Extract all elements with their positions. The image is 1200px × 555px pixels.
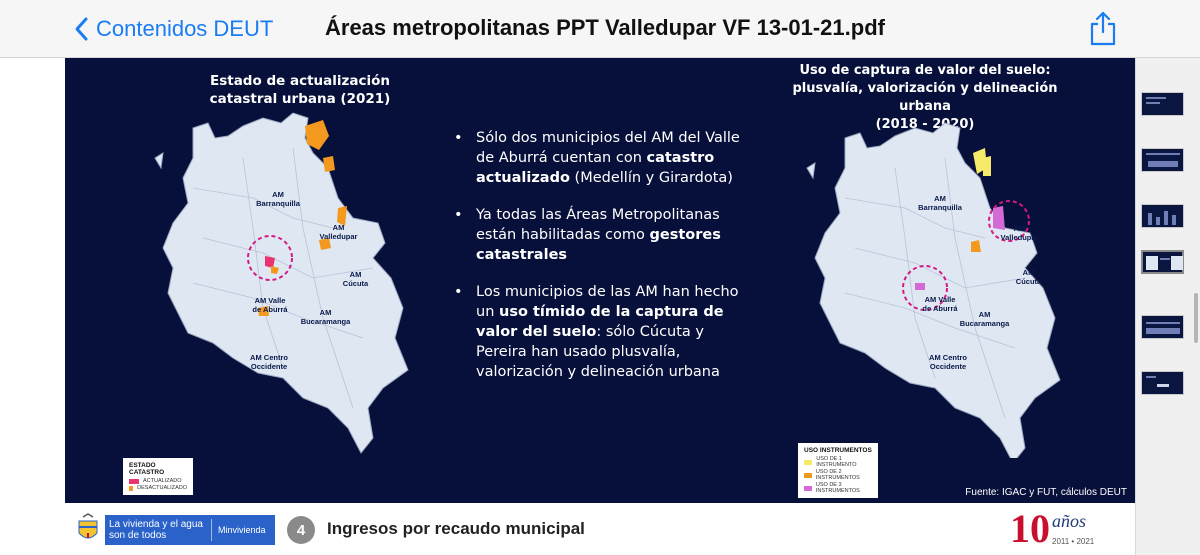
- label-valledupar: AM Valledupar: [319, 223, 358, 241]
- label-centro-occidente: AM Centro Occidente: [250, 353, 288, 371]
- scrollbar-thumb[interactable]: [1194, 293, 1198, 343]
- right-legend-title: USO INSTRUMENTOS: [804, 447, 872, 454]
- government-banner: [105, 515, 275, 545]
- label-barranquilla: AM Barranquilla: [918, 194, 962, 212]
- thumbnail-sidebar[interactable]: [1135, 58, 1200, 555]
- source-note: Fuente: IGAC y FUT, cálculos DEUT: [965, 487, 1127, 498]
- left-legend-item: DESACTUALIZADO: [129, 485, 187, 491]
- colombia-map-shape: [133, 108, 433, 458]
- right-legend: [798, 443, 878, 498]
- right-title-line2: plusvalía, valorización y delineación urbana: [792, 81, 1058, 114]
- slide-footer: [65, 503, 1135, 555]
- label-bucaramanga: AM Bucaramanga: [959, 310, 1010, 328]
- left-colombia-map: [133, 108, 433, 458]
- anniversary-word: años: [1052, 511, 1087, 531]
- pdf-viewer[interactable]: [0, 58, 1135, 555]
- page-thumbnail[interactable]: [1141, 315, 1184, 339]
- label-centro-occidente: AM Centro Occidente: [929, 353, 967, 371]
- right-legend-item: USO DE 3 INSTRUMENTOS: [804, 482, 872, 494]
- anniversary-logo: [1010, 507, 1100, 551]
- share-icon[interactable]: [1088, 10, 1118, 46]
- bullet-3: • Los municipios de las AM han hecho un uso tímido de la captura de valor del suelo: sólo Cúcuta y Pereira han usado plusvalía, valorización y delineación urbana: [450, 282, 750, 382]
- label-barranquilla: AM Barranquilla: [256, 190, 300, 208]
- right-title-line1: Uso de captura de valor del suelo:: [799, 63, 1051, 78]
- chevron-left-icon: [70, 14, 96, 44]
- label-cucuta: AM Cúcuta: [1015, 268, 1042, 286]
- label-aburra: AM Valle de Aburrá: [922, 295, 958, 313]
- left-map-title: Estado de actualización catastral urbana (2021): [209, 73, 391, 107]
- label-cucuta: AM Cúcuta: [342, 270, 369, 288]
- slogan-text: La vivienda y el agua son de todos: [109, 519, 203, 541]
- colombia-map-shape: [785, 118, 1105, 458]
- slide: [65, 58, 1135, 503]
- label-valledupar: AM Valledupar: [1000, 224, 1039, 242]
- back-button[interactable]: [70, 14, 273, 44]
- left-legend-title: ESTADO CATASTRO: [129, 462, 165, 476]
- anniversary-number: 10: [1010, 506, 1050, 551]
- left-legend: [123, 458, 193, 495]
- top-toolbar: [0, 0, 1200, 58]
- page-thumbnail-current[interactable]: [1141, 250, 1184, 274]
- coat-of-arms-icon: [73, 513, 103, 545]
- page-number-badge: 4: [287, 516, 315, 544]
- bullet-1: • Sólo dos municipios del AM del Valle de Aburrá cuentan con catastro actualizado (Medellín y Girardota): [450, 128, 750, 188]
- page-thumbnail[interactable]: [1141, 204, 1184, 228]
- left-legend-item: ACTUALIZADO: [129, 478, 187, 484]
- page-thumbnail[interactable]: [1141, 371, 1184, 395]
- label-aburra: AM Valle de Aburrá: [252, 296, 288, 314]
- anniversary-years: 2011 • 2021: [1052, 537, 1095, 546]
- bullet-2: • Ya todas las Áreas Metropolitanas están habilitadas como gestores catastrales: [450, 205, 750, 265]
- right-colombia-map: [785, 118, 1105, 458]
- banner-divider: [211, 519, 212, 541]
- page-thumbnail[interactable]: [1141, 92, 1184, 116]
- page-thumbnail[interactable]: [1141, 148, 1184, 172]
- back-label: Contenidos DEUT: [96, 16, 274, 41]
- section-title: Ingresos por recaudo municipal: [327, 519, 585, 538]
- label-bucaramanga: AM Bucaramanga: [300, 308, 351, 326]
- ministry-text: Minvivienda: [218, 525, 266, 535]
- document-title: Áreas metropolitanas PPT Valledupar VF 13-01-21.pdf: [325, 15, 885, 40]
- right-legend-item: USO DE 2 INSTRUMENTOS: [804, 469, 872, 481]
- right-legend-item: USO DE 1 INSTRUMENTO: [804, 456, 872, 468]
- right-title-line3: (2018 - 2020): [875, 117, 975, 132]
- bullet-list: [450, 128, 750, 399]
